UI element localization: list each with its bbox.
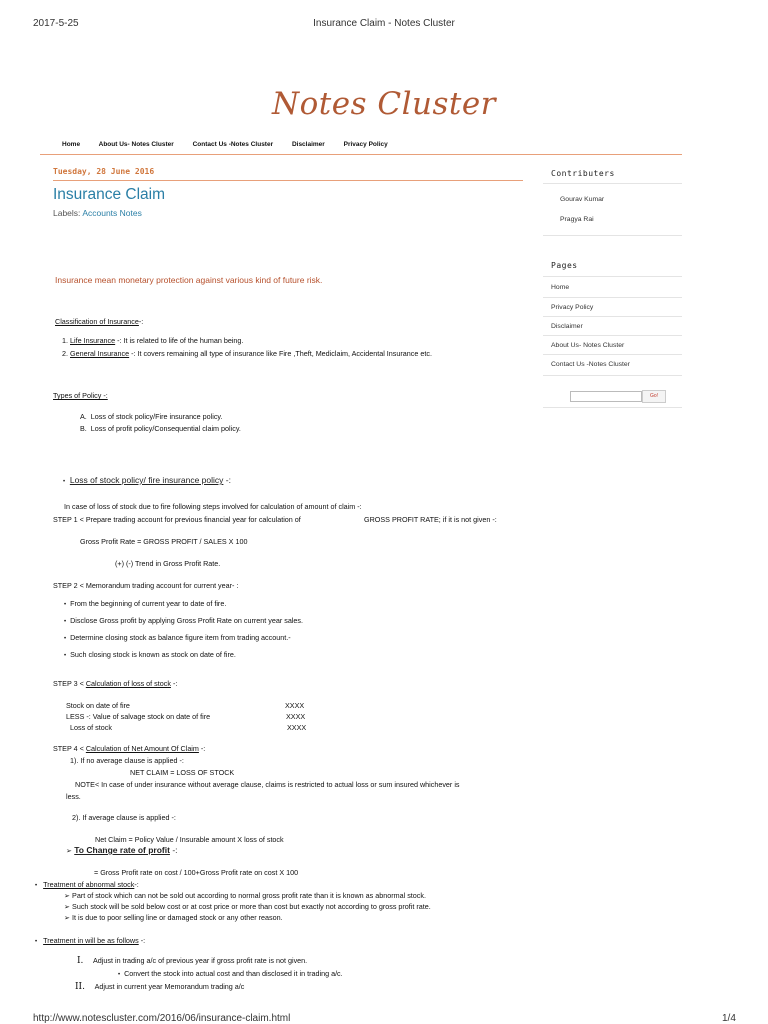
print-date: 2017-5-25 [33,18,79,29]
nav-disclaimer[interactable]: Disclaimer [291,141,325,148]
nav-contact[interactable]: Contact Us -Notes Cluster [192,141,274,148]
stock-row-label: Loss of stock [70,723,112,732]
step1: STEP 1 < Prepare trading account for previous financial year for calculation of [53,515,301,524]
print-title: Insurance Claim - Notes Cluster [313,18,455,29]
list-item [64,616,303,625]
change-rate-formula: = Gross Profit rate on cost / 100+Gross Profit rate on cost X 100 [94,868,299,877]
abnormal-suffix: -: [134,880,139,889]
contributor-gourav[interactable]: Gourav Kumar [560,196,605,203]
stock-row-value: XXXX [287,723,307,732]
bullet-icon: • [64,636,67,642]
arrow-icon: ➢ [64,902,71,911]
bullet-icon: • [64,602,67,608]
abnormal-item: Such stock will be sold below cost or at cost price or more than cost but exactly not according to gross profit rate. [72,902,431,911]
sidebar-divider [543,354,682,355]
stock-row-value: XXXX [285,701,305,710]
bullet-icon: • [35,883,38,889]
contributor-pragya[interactable]: Pragya Rai [560,216,594,223]
bullet-icon: • [63,479,66,485]
sidebar-divider [543,183,682,184]
treatment-heading [35,936,145,945]
list-item [80,424,241,433]
top-nav [62,141,405,148]
loss-heading-suffix: -: [225,475,231,485]
sidebar-divider [543,316,682,317]
list-item [64,891,426,900]
step4 [53,744,205,753]
sidebar-divider [543,276,682,277]
list-item [80,412,223,421]
change-rate-suffix: -: [172,845,178,855]
change-rate-title: To Change rate of profit [74,845,170,855]
nav-privacy[interactable]: Privacy Policy [343,141,388,148]
item-num: 1. [62,336,68,345]
change-rate-heading [66,845,178,855]
stock-row-label: Stock on date of fire [66,701,130,710]
print-page-number: 1/4 [722,1013,736,1024]
step4-suffix: -: [200,744,206,753]
step3-link: Calculation of loss of stock [85,679,171,688]
sidebar-page-contact[interactable]: Contact Us -Notes Cluster [551,361,630,368]
list-item [64,902,431,911]
bullet-icon: • [118,972,121,978]
treatment-title: Treatment in will be as follows [43,936,139,945]
loss-heading [63,475,231,485]
list-item [75,982,244,992]
intro-text: Insurance mean monetary protection against various kind of future risk. [55,275,323,285]
sidebar-divider [543,375,682,376]
step1-right: GROSS PROFIT RATE; if it is not given -: [364,515,497,524]
treatment-sub-item: Convert the stock into actual cost and than disclosed it in trading a/c. [124,969,343,978]
step2-item: Determine closing stock as balance figure item from trading account.- [70,633,291,642]
step3-prefix: STEP 3 < [53,679,84,688]
gp-formula: Gross Profit Rate = GROSS PROFIT / SALES X 100 [80,537,248,546]
item-num: A. [80,412,87,421]
nav-divider [40,154,682,155]
item-num: I. [77,956,84,966]
note-line: NOTE< In case of under insurance without average clause, claims is restricted to actual loss or sum insured whichever is [75,780,460,789]
item-num: B. [80,424,87,433]
date-divider [53,180,523,181]
go-button[interactable]: Go! [642,390,666,403]
net-claim: NET CLAIM = LOSS OF STOCK [130,768,235,777]
print-url: http://www.notescluster.com/2016/06/insurance-claim.html [33,1013,291,1024]
arrow-icon: ➢ [64,913,71,922]
step2: STEP 2 < Memorandum trading account for current year- : [53,581,239,590]
classification-heading [55,317,143,326]
abnormal-item: Part of stock which can not be sold out according to normal gross profit rate than it is known as abnormal stock. [72,891,426,900]
trend-text: (+) (-) Trend in Gross Profit Rate. [115,559,221,568]
item-num: 2. [62,349,68,358]
post-labels [53,208,142,218]
sidebar-divider [543,335,682,336]
list-item [64,633,291,642]
sidebar-page-privacy[interactable]: Privacy Policy [551,304,594,311]
life-insurance-text: -: It is related to life of the human being. [117,336,244,345]
step3 [53,679,177,688]
step2-item: Disclose Gross profit by applying Gross Profit Rate on current year sales. [70,616,303,625]
note-line: less. [66,792,81,801]
abnormal-heading [35,880,139,889]
pages-title: Pages [551,261,578,270]
classification-suffix: -: [138,317,144,326]
list-item [62,336,243,345]
list-item [64,913,283,922]
step2-item: From the beginning of current year to date of fire. [70,599,227,608]
bullet-icon: • [35,939,38,945]
search-input[interactable] [570,391,642,402]
arrow-icon: ➢ [64,891,71,900]
treatment-item: Adjust in current year Memorandum trading a/c [94,982,245,991]
stock-row-value: XXXX [286,712,306,721]
step2-item: Such closing stock is known as stock on date of fire. [70,650,236,659]
sidebar-page-home[interactable]: Home [551,284,570,291]
list-item [62,349,432,358]
label-link[interactable]: Accounts Notes [82,208,142,218]
arrow-icon: ➢ [66,848,72,855]
list-item [64,599,226,608]
list-item [118,969,343,978]
nav-about[interactable]: About Us- Notes Cluster [98,141,174,148]
step3-suffix: -: [172,679,178,688]
types-heading: Types of Policy -: [53,391,108,400]
general-insurance-text: -: It covers remaining all type of insurance like Fire ,Theft, Mediclaim, Accidental Insurance etc. [131,349,432,358]
bullet-icon: • [64,619,67,625]
post-date: Tuesday, 28 June 2016 [53,167,155,176]
general-insurance-label: General Insurance [70,349,130,358]
sidebar-divider [543,235,682,236]
treatment-item: Adjust in trading a/c of previous year if gross profit rate is not given. [93,956,308,965]
step4-link: Calculation of Net Amount Of Claim [85,744,199,753]
stock-row-label: LESS -: Value of salvage stock on date of fire [66,712,211,721]
loss-intro: In case of loss of stock due to fire following steps involved for calculation of amount of claim -: [64,502,362,511]
sidebar-divider [543,297,682,298]
classification-title: Classification of Insurance [55,317,139,326]
type-text: Loss of profit policy/Consequential claim policy. [90,424,241,433]
step4-prefix: STEP 4 < [53,744,84,753]
loss-heading-text: Loss of stock policy/ fire insurance policy [69,475,224,485]
type-text: Loss of stock policy/Fire insurance policy. [90,412,223,421]
abnormal-title: Treatment of abnormal stock [43,880,135,889]
case1: 1). If no average clause is applied -: [70,756,184,765]
list-item [77,956,307,966]
abnormal-item: It is due to poor selling line or damaged stock or any other reason. [72,913,283,922]
contributors-title: Contributers [551,169,615,178]
labels-prefix: Labels: [53,208,81,218]
life-insurance-label: Life Insurance [70,336,116,345]
sidebar-page-disclaimer[interactable]: Disclaimer [551,323,583,330]
sidebar-divider [543,407,682,408]
site-logo[interactable]: Notes Cluster [272,86,496,122]
bullet-icon: • [64,653,67,659]
nav-home[interactable]: Home [62,141,81,148]
post-title[interactable]: Insurance Claim [53,186,165,203]
treatment-suffix: -: [140,936,146,945]
list-item [64,650,236,659]
case2: 2). If average clause is applied -: [72,813,176,822]
avg-formula: Net Claim = Policy Value / Insurable amount X loss of stock [95,835,284,844]
item-num: II. [75,982,85,992]
sidebar-page-about[interactable]: About Us- Notes Cluster [551,342,625,349]
